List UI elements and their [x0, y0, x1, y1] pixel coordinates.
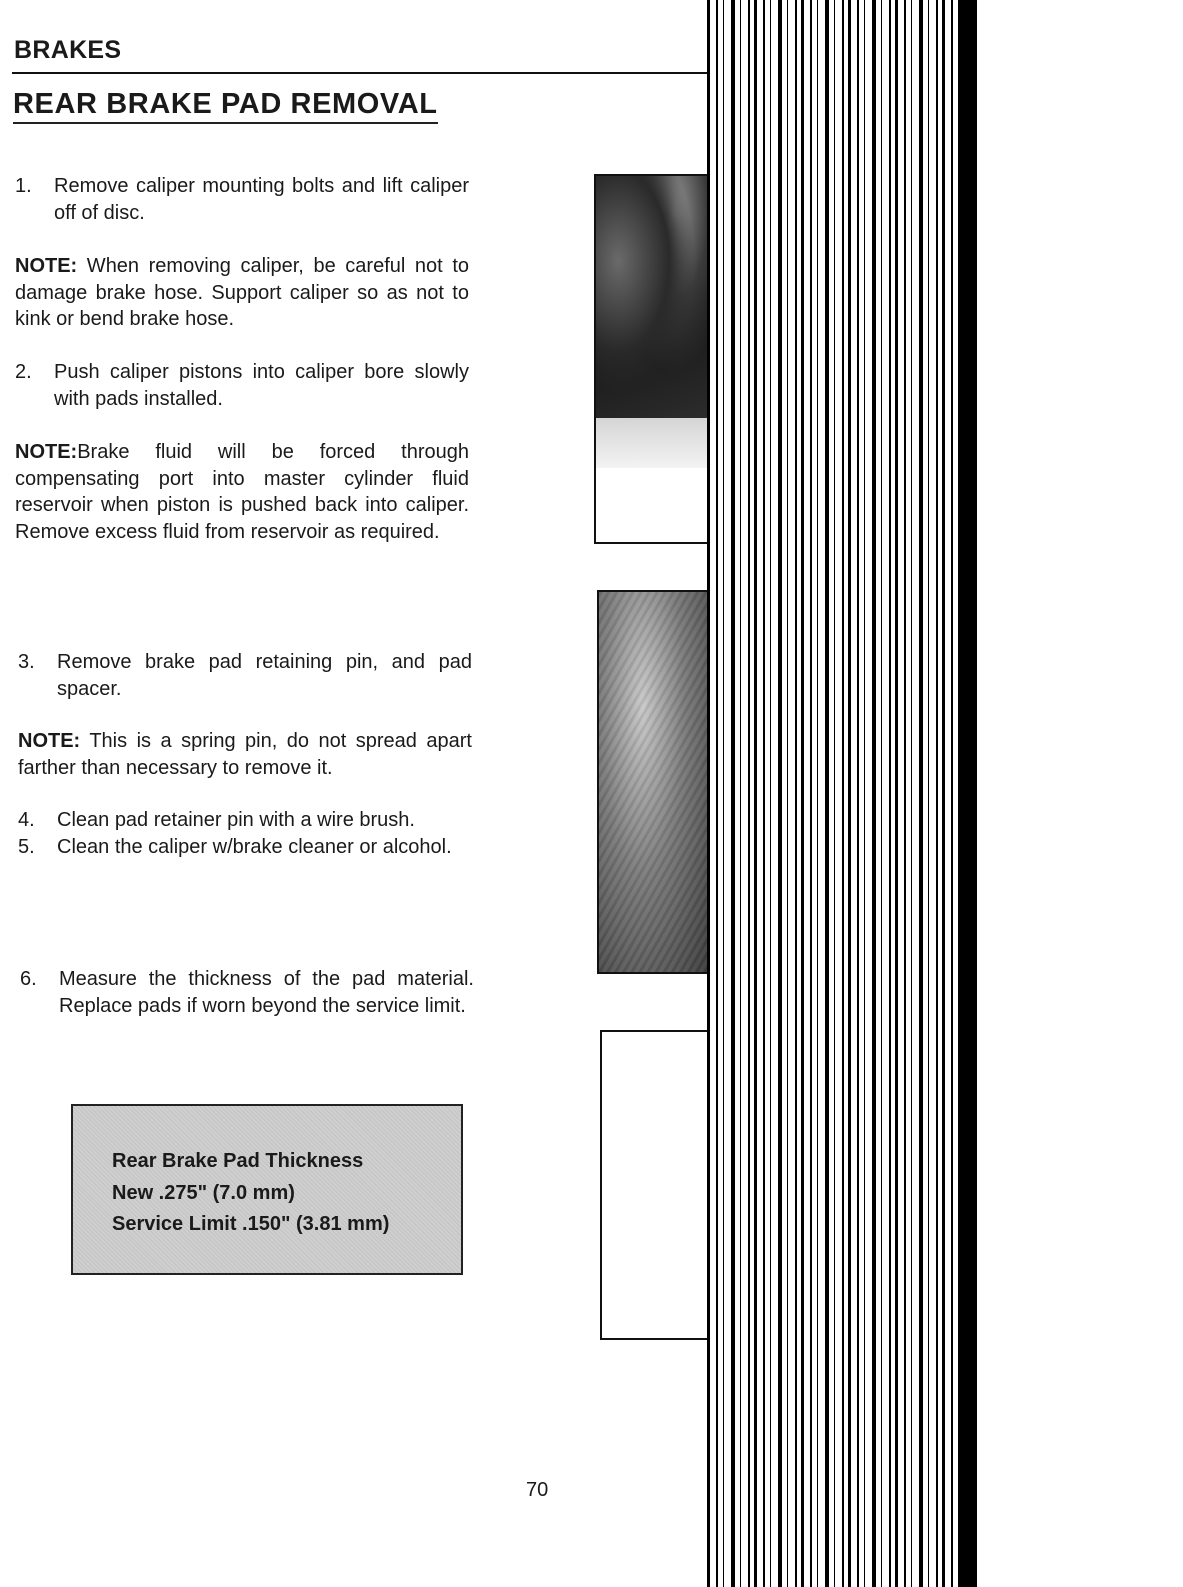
spec-lines — [112, 1146, 389, 1241]
step-number: 1. — [15, 175, 32, 197]
step-text: Remove brake pad retaining pin, and pad spacer. — [57, 651, 472, 700]
step-text: Push caliper pistons into caliper bore slowly with pads installed. — [54, 361, 469, 410]
note-text: This is a spring pin, do not spread apart farther than necessary to remove it. — [18, 730, 472, 779]
caliper-photo — [594, 174, 710, 544]
scan-edge-solid — [958, 0, 977, 1587]
steps-block-2 — [15, 359, 469, 412]
spec-new: New .275" (7.0 mm) — [112, 1181, 295, 1204]
spec-box — [71, 1104, 463, 1275]
step-number: 5. — [18, 835, 35, 858]
page-number: 70 — [526, 1479, 549, 1501]
step-1 — [15, 173, 469, 226]
step-number: 6. — [20, 968, 37, 990]
note-caliper-hose — [15, 253, 469, 333]
step-2 — [15, 359, 469, 412]
scan-margin — [977, 0, 1183, 1587]
note-label: NOTE: — [15, 441, 78, 463]
note-brake-fluid — [15, 439, 469, 545]
section-divider — [12, 72, 709, 74]
step-text: Clean the caliper w/brake cleaner or alcohol. — [57, 835, 452, 858]
note-spring-pin — [18, 728, 472, 781]
steps-block-5 — [20, 966, 474, 1019]
step-number: 4. — [18, 809, 35, 831]
step-4 — [18, 807, 472, 834]
pad-pin-photo — [597, 590, 710, 974]
steps-block-1 — [15, 173, 469, 226]
note-text: When removing caliper, be careful not to damage brake hose. Support caliper so as not to kink or bend brake hose. — [15, 255, 469, 330]
step-6 — [20, 966, 474, 1019]
section-heading: BRAKES — [14, 36, 122, 64]
note-label: NOTE: — [15, 255, 78, 277]
photo-light-region — [596, 418, 708, 468]
spec-service-limit: Service Limit .150" (3.81 mm) — [112, 1213, 390, 1235]
spec-heading: Rear Brake Pad Thickness — [112, 1150, 364, 1172]
steps-block-3 — [18, 649, 472, 702]
step-3 — [18, 649, 472, 702]
step-number: 3. — [18, 651, 35, 673]
steps-block-4 — [18, 807, 472, 860]
scan-edge-stripes — [707, 0, 977, 1587]
step-text: Remove caliper mounting bolts and lift caliper off of disc. — [54, 175, 469, 224]
step-5 — [18, 834, 472, 861]
photo-dark-region — [596, 176, 708, 418]
page-title: REAR BRAKE PAD REMOVAL — [13, 88, 438, 124]
note-text: Brake fluid will be forced through compensating port into master cylinder fluid reservoir when piston is pushed back into caliper. Remove excess fluid from reservoir as required. — [15, 441, 469, 543]
blank-photo-frame — [600, 1030, 710, 1340]
note-label: NOTE: — [18, 730, 81, 752]
step-number: 2. — [15, 361, 32, 383]
step-text: Clean pad retainer pin with a wire brush. — [57, 809, 415, 831]
step-text: Measure the thickness of the pad material. Replace pads if worn beyond the service limit. — [59, 968, 474, 1017]
